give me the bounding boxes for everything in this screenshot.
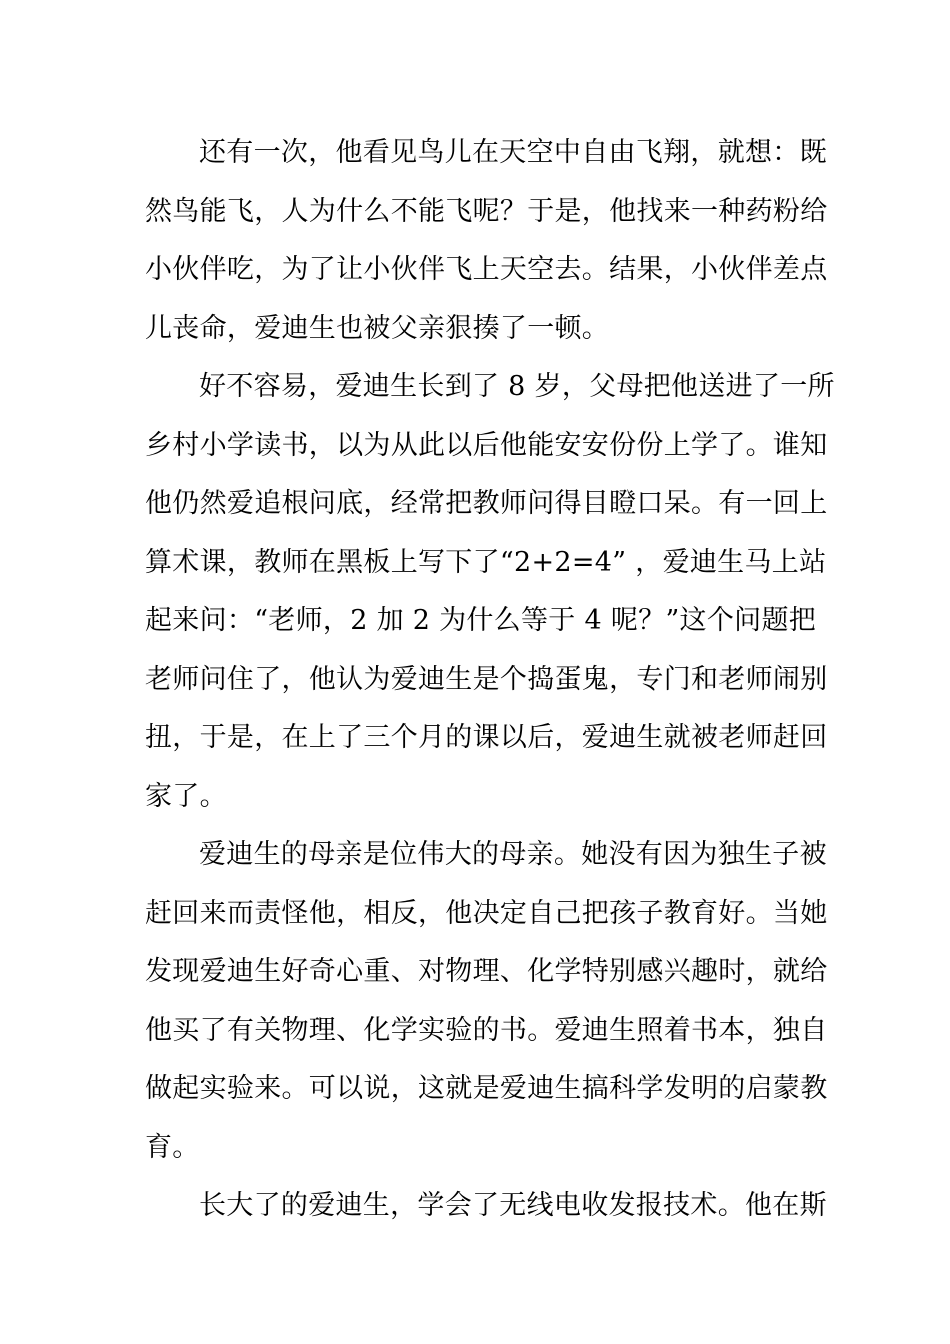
text-line: 然鸟能飞，人为什么不能飞呢？于是，他找来一种药粉给	[145, 195, 828, 227]
text-line: 扭，于是，在上了三个月的课以后，爱迪生就被老师赶回	[145, 722, 828, 753]
text-line: 算术课，教师在黑板上写下了“2+2=4” ，爱迪生马上站	[145, 546, 827, 578]
text-line: 儿丧命，爱迪生也被父亲狠揍了一顿。	[145, 312, 610, 344]
text-line: 发现爱迪生好奇心重、对物理、化学特别感兴趣时，就给	[145, 956, 828, 987]
text-line: 家了。	[145, 780, 227, 812]
text-line: 育。	[145, 1131, 200, 1163]
text-line: 长大了的爱迪生，学会了无线电收发报技术。他在斯	[199, 1190, 827, 1221]
text-line: 他买了有关物理、化学实验的书。爱迪生照着书本，独自	[145, 1014, 828, 1046]
text-line: 还有一次，他看见鸟儿在天空中自由飞翔，就想：既	[199, 137, 827, 168]
document-body	[145, 130, 835, 1242]
text-line: 乡村小学读书，以为从此以后他能安安份份上学了。谁知	[145, 429, 828, 461]
text-line: 好不容易，爱迪生长到了 8 岁，父母把他送进了一所	[199, 371, 835, 402]
text-line: 赶回来而责怪他，相反，他决定自己把孩子教育好。当她	[145, 897, 828, 929]
text-line: 爱迪生的母亲是位伟大的母亲。她没有因为独生子被	[199, 839, 827, 870]
text-line: 做起实验来。可以说，这就是爱迪生搞科学发明的启蒙教	[145, 1073, 828, 1104]
text-line: 老师问住了，他认为爱迪生是个捣蛋鬼，专门和老师闹别	[145, 663, 828, 695]
text-line: 他仍然爱追根问底，经常把教师问得目瞪口呆。有一回上	[145, 488, 828, 519]
text-line: 小伙伴吃，为了让小伙伴飞上天空去。结果，小伙伴差点	[145, 254, 828, 285]
text-line: 起来问：“老师，2 加 2 为什么等于 4 呢？”这个问题把	[145, 605, 817, 636]
